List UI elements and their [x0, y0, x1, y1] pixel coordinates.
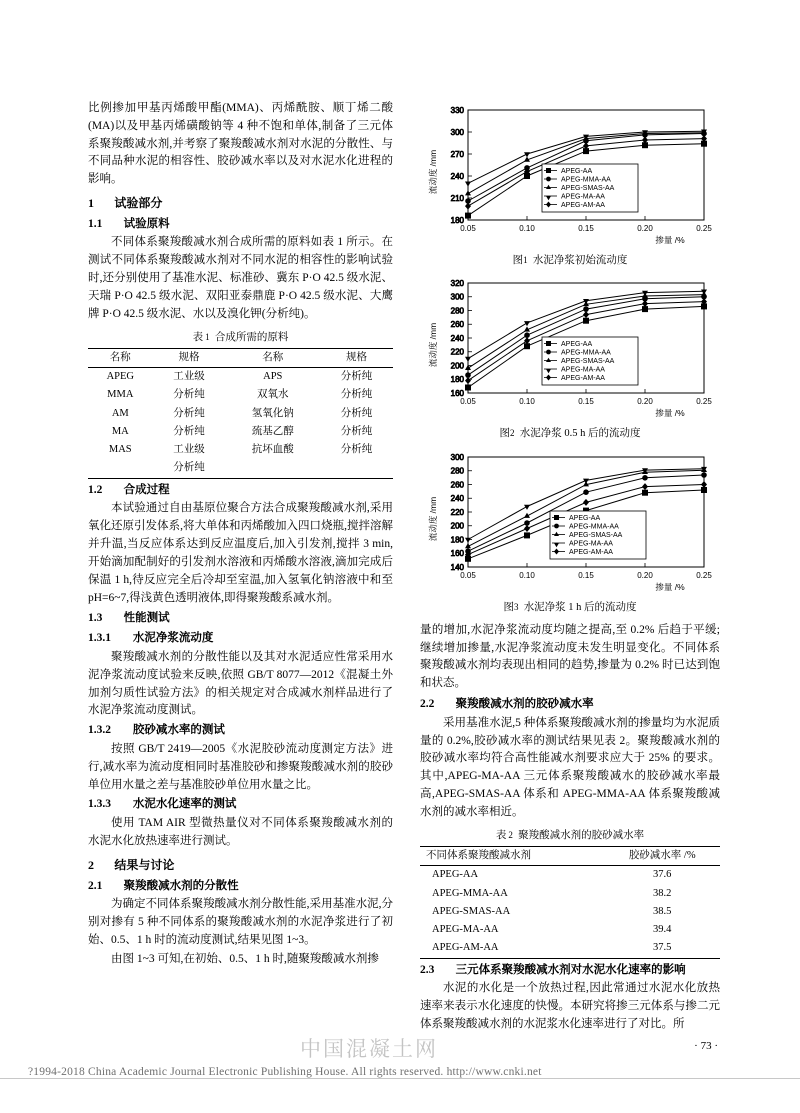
- table-row: [88, 386, 393, 404]
- table1-caption-label: 表: [192, 331, 204, 343]
- copyright-footer: ?1994-2018 China Academic Journal Electronic Publishing House. All rights reserved. http://www.cnki.net: [28, 1066, 542, 1078]
- chart-1-svg: [420, 102, 720, 254]
- paragraph-22: 采用基准水泥,5 种体系聚羧酸减水剂的掺量均为水泥质量的 0.2%,胶砂减水率的测试结果见表 2。聚羧酸减水剂的胶砂减水率均符合高性能减水剂要求应大于 25% 的要求。其中,APEG-MA-AA 三元体系聚羧酸减水的胶砂减水率最高,APEG-SMAS-AA 体系和 APEG-MMA-AA 体系聚羧酸减水剂的减水率相近。: [420, 716, 720, 818]
- table1-cell: MA: [111, 425, 129, 437]
- heading-number: 2.3: [420, 963, 435, 976]
- svg-text:APEG-MA-AA: APEG-MA-AA: [561, 366, 605, 374]
- table1-cell: AM: [111, 407, 129, 419]
- svg-text:0.10: 0.10: [519, 397, 535, 407]
- svg-text:0.25: 0.25: [696, 224, 712, 233]
- heading-number: 1.3: [88, 612, 103, 625]
- paragraph-131: 聚羧酸减水剂的分散性能以及其对水泥适应性常采用水泥净浆流动度试验来反映,依照 GB/T 8077—2012《混凝土外加剂匀质性试验方法》的相关规定对合成减水剂样品进行了水泥净浆流动度测试。: [88, 650, 393, 717]
- table1-cell: APS: [263, 371, 283, 383]
- table1-cell: 分析纯: [153, 459, 226, 478]
- table-row: [420, 885, 720, 903]
- table1-cell: MMA: [107, 389, 134, 401]
- heading-title: 聚羧酸减水剂的胶砂减水率: [455, 698, 594, 711]
- table-row: [420, 939, 720, 958]
- svg-text:0.05: 0.05: [460, 397, 476, 407]
- svg-text:APEG-AA: APEG-AA: [569, 514, 601, 522]
- svg-text:0.20: 0.20: [637, 397, 653, 407]
- figure-3-caption: [420, 600, 720, 616]
- table1-cell: APEG: [106, 371, 134, 383]
- svg-text:140: 140: [450, 562, 464, 572]
- table2-caption: [420, 828, 720, 844]
- svg-text:APEG-MMA-AA: APEG-MMA-AA: [569, 523, 619, 531]
- svg-text:280: 280: [450, 466, 464, 476]
- table2-cell-value: 37.6: [653, 869, 672, 881]
- table1-cell: 巯基乙醇: [251, 425, 294, 437]
- svg-text:APEG-AA: APEG-AA: [561, 341, 593, 349]
- table-row: [420, 866, 720, 885]
- svg-text:210: 210: [450, 194, 464, 203]
- svg-text:0.05: 0.05: [460, 570, 476, 580]
- figure-3: [420, 449, 720, 616]
- heading-title: 聚羧酸减水剂的分散性: [123, 879, 239, 892]
- table1-cell: 分析纯: [340, 425, 373, 437]
- svg-text:0.15: 0.15: [578, 224, 594, 233]
- chart-3-svg: [420, 449, 720, 601]
- svg-text:0.20: 0.20: [637, 570, 653, 580]
- right-column: [420, 100, 720, 1035]
- svg-text:300: 300: [450, 452, 464, 462]
- svg-text:0.25: 0.25: [696, 397, 712, 407]
- svg-text:APEG-AA: APEG-AA: [561, 168, 593, 175]
- table-header-row: [420, 847, 720, 866]
- table1-cell: 分析纯: [340, 444, 373, 456]
- table2-cell-name: APEG-AM-AA: [420, 939, 604, 958]
- table1-caption-text: 合成所需的原料: [214, 331, 289, 343]
- svg-text:240: 240: [450, 334, 464, 344]
- heading-section-1: [88, 194, 393, 213]
- table2-header-cell: 不同体系聚羧酸减水剂: [420, 847, 604, 866]
- table2-caption-label: 表: [495, 829, 507, 841]
- svg-text:240: 240: [450, 493, 464, 503]
- paragraph-synthesis: 本试验通过自由基原位聚合方法合成聚羧酸减水剂,采用氧化还原引发体系,将大单体和丙烯酸加入四口烧瓶,搅拌溶解并升温,当反应体系达到反应温度后,加入引发剂,搅拌 3 min,开始滴加配制好的引发剂水溶液和丙烯酸水溶液,滴加完成后保温 1 h,待反应完全后冷却至室温,加入氢氧化钠溶液中和至 pH=6~7,得浅黄色透明液体,即得聚羧酸系减水剂。: [88, 502, 393, 604]
- svg-text:APEG-MA-AA: APEG-MA-AA: [569, 540, 613, 548]
- heading-title: 性能测试: [123, 612, 170, 625]
- svg-text:180: 180: [450, 375, 464, 385]
- table1-cell: 工业级: [173, 371, 205, 383]
- figure-2-caption-text: 水泥净浆 0.5 h 后的流动度: [519, 428, 641, 440]
- table2-header-cell: 胶砂减水率 /%: [604, 847, 720, 866]
- table1-caption: [88, 330, 393, 346]
- heading-title: 三元体系聚羧酸减水剂对水泥水化速率的影响: [455, 963, 686, 976]
- table-row: [88, 405, 393, 423]
- chart-2-half-hour-flow: [420, 275, 720, 425]
- svg-text:APEG-SMAS-AA: APEG-SMAS-AA: [561, 185, 615, 192]
- svg-text:280: 280: [450, 306, 464, 316]
- svg-text:300: 300: [450, 128, 464, 137]
- heading-section-1-3-3: [88, 796, 393, 814]
- intro-paragraph: 比例掺加甲基丙烯酸甲酯(MMA)、丙烯酰胺、顺丁烯二酸(MA)以及甲基丙烯磺酸钠等 4 种不饱和单体,制备了三元体系聚羧酸减水剂,并考察了聚羧酸减水剂对水泥的分散性、与不同品种水泥的相容性、胶砂减水率以及对水泥水化进程的影响。: [88, 102, 393, 186]
- table2-cell-name: APEG-MMA-AA: [432, 887, 508, 899]
- heading-title: 胶砂减水率的测试: [132, 724, 225, 737]
- table1-cell: 分析纯: [173, 389, 205, 401]
- svg-text:流动度 /mm: 流动度 /mm: [428, 149, 438, 195]
- figure-3-caption-label: 图: [503, 601, 514, 613]
- svg-text:200: 200: [450, 361, 464, 371]
- svg-text:流动度 /mm: 流动度 /mm: [428, 496, 438, 541]
- svg-text:APEG-SMAS-AA: APEG-SMAS-AA: [561, 358, 615, 366]
- svg-text:0.10: 0.10: [519, 224, 535, 233]
- heading-section-2: [88, 856, 393, 875]
- svg-text:APEG-MMA-AA: APEG-MMA-AA: [561, 176, 611, 184]
- svg-text:APEG-MMA-AA: APEG-MMA-AA: [561, 349, 611, 357]
- figure-1: [420, 102, 720, 269]
- heading-section-1-3: [88, 610, 393, 628]
- heading-number: 1.3.2: [88, 724, 111, 737]
- table2-cell-value: 39.4: [653, 924, 672, 936]
- heading-section-1-1: [88, 216, 393, 234]
- figure-2: [420, 275, 720, 442]
- svg-text:APEG-AM-AA: APEG-AM-AA: [561, 375, 605, 383]
- svg-text:160: 160: [450, 389, 464, 399]
- heading-number: 2.2: [420, 698, 435, 711]
- svg-text:260: 260: [450, 480, 464, 490]
- heading-number: 1.2: [88, 483, 103, 496]
- table2-cell-name: APEG-SMAS-AA: [432, 905, 511, 917]
- svg-text:0.15: 0.15: [578, 397, 594, 407]
- heading-number: 1.3.3: [88, 798, 111, 811]
- watermark: 中国混凝土网: [300, 1037, 438, 1061]
- table2-cell-name: APEG-AA: [432, 869, 479, 881]
- paragraph-132: 按照 GB/T 2419—2005《水泥胶砂流动度测定方法》进行,减水率为流动度相同时基准胶砂和掺聚羧酸减水剂的胶砂单位用水量之差与基准胶砂单位用水量之比。: [88, 743, 393, 791]
- svg-text:APEG-MA-AA: APEG-MA-AA: [561, 193, 605, 201]
- table-row: [420, 921, 720, 939]
- svg-text:270: 270: [450, 150, 464, 159]
- chart-2-svg: [420, 275, 720, 427]
- heading-title: 水泥净浆流动度: [132, 632, 214, 645]
- figure-1-caption-text: 水泥净浆初始流动度: [532, 255, 628, 266]
- figure-1-caption-label: 图: [512, 255, 524, 266]
- table1-cell: 双氧水: [257, 389, 289, 401]
- figure-2-caption-number: 2: [510, 428, 515, 439]
- svg-text:220: 220: [450, 347, 464, 357]
- table1-header-cell: 名称: [88, 348, 153, 367]
- heading-title: 水泥水化速率的测试: [132, 798, 237, 811]
- paragraph-133: 使用 TAM AIR 型微热量仪对不同体系聚羧酸减水剂的水泥水化放热速率进行测试。: [88, 817, 393, 848]
- figure-3-caption-number: 3: [513, 601, 519, 612]
- page-number: · 73 ·: [694, 1040, 718, 1052]
- svg-text:0.05: 0.05: [460, 224, 476, 233]
- svg-text:掺量 /%: 掺量 /%: [655, 408, 685, 419]
- svg-text:APEG-AM-AA: APEG-AM-AA: [561, 202, 605, 209]
- heading-section-2-2: [420, 696, 720, 714]
- svg-text:0.15: 0.15: [578, 570, 594, 580]
- table1-caption-number: 1: [205, 331, 210, 342]
- paragraph-21b: 由图 1~3 可知,在初始、0.5、1 h 时,随聚羧酸减水剂掺: [111, 952, 379, 965]
- table-row: [88, 441, 393, 459]
- table1-cell: [88, 459, 153, 478]
- table1-cell: 分析纯: [340, 389, 373, 401]
- svg-text:0.10: 0.10: [519, 570, 535, 580]
- heading-title: 试验原料: [123, 217, 170, 230]
- heading-section-1-2: [88, 482, 393, 500]
- figure-2-caption: [420, 426, 720, 442]
- heading-section-1-3-1: [88, 630, 393, 648]
- table2-cell-name: APEG-MA-AA: [432, 924, 499, 936]
- table-raw-materials: [88, 348, 393, 479]
- heading-number: 2: [88, 857, 94, 872]
- heading-number: 1.3.1: [88, 632, 111, 645]
- heading-number: 2.1: [88, 879, 103, 892]
- svg-text:220: 220: [450, 507, 464, 517]
- chart-3-one-hour-flow: [420, 449, 720, 599]
- table-water-reduction-rate: [420, 846, 720, 959]
- figure-1-caption-number: 1: [523, 255, 528, 265]
- heading-section-2-1: [88, 878, 393, 896]
- svg-text:260: 260: [450, 320, 464, 330]
- table-header-row: [88, 348, 393, 367]
- table1-cell: 分析纯: [173, 407, 205, 419]
- table-row: [88, 459, 393, 478]
- table1-cell: 分析纯: [340, 407, 373, 419]
- heading-section-2-3: [420, 962, 720, 980]
- table1-header-cell: 规格: [153, 348, 226, 367]
- svg-text:180: 180: [450, 535, 464, 545]
- table-row: [420, 903, 720, 921]
- table1-cell: [320, 459, 393, 478]
- heading-number: 1: [88, 196, 94, 211]
- svg-text:APEG-SMAS-AA: APEG-SMAS-AA: [569, 531, 623, 539]
- table2-caption-text: 聚羧酸减水剂的胶砂减水率: [518, 829, 645, 841]
- heading-title: 合成过程: [123, 483, 170, 496]
- figure-2-caption-label: 图: [499, 428, 510, 440]
- table1-cell: 工业级: [173, 444, 205, 456]
- heading-title: 结果与讨论: [114, 857, 175, 872]
- chart-1-initial-flow: [420, 102, 720, 252]
- left-column: [88, 100, 393, 970]
- figure-3-caption-text: 水泥净浆 1 h 后的流动度: [523, 601, 637, 613]
- figure-1-caption: [420, 253, 720, 269]
- table2-cell-value: 38.2: [653, 887, 672, 899]
- svg-text:掺量 /%: 掺量 /%: [655, 235, 685, 245]
- paragraph-materials: 不同体系聚羧酸减水剂合成所需的原料如表 1 所示。在测试不同体系聚羧酸减水剂对不同水泥的相容性的影响试验时,还分别使用了基准水泥、标准砂、冀东 P·O 42.5 级水泥、天瑞 P·O 42.5 级水泥、双阳亚泰鼎鹿 P·O 42.5 级水泥、大鹰牌 P·O 42.5 级水泥、水以及溴化钾(分析纯)。: [88, 236, 393, 320]
- svg-text:0.20: 0.20: [637, 224, 653, 233]
- table1-cell: MAS: [108, 444, 132, 456]
- table1-cell: 分析纯: [173, 425, 205, 437]
- footer-bar: [0, 1078, 800, 1113]
- paragraph-21a: 为确定不同体系聚羧酸减水剂分散性能,采用基准水泥,分别对掺有 5 种不同体系的聚羧酸减水剂的水泥净浆进行了初始、0.5、1 h 时的流动度测试,结果见图 1~3。: [88, 898, 393, 946]
- table2-cell-value: 38.5: [653, 905, 672, 917]
- table-row: [88, 368, 393, 387]
- table1-cell: [226, 459, 321, 478]
- svg-text:320: 320: [450, 279, 464, 289]
- svg-text:流动度 /mm: 流动度 /mm: [428, 323, 438, 368]
- table1-cell: 分析纯: [340, 371, 373, 383]
- table1-header-cell: 名称: [226, 348, 321, 367]
- table1-cell: 抗坏血酸: [251, 444, 294, 456]
- svg-text:APEG-AM-AA: APEG-AM-AA: [569, 548, 613, 556]
- paragraph-23: 水泥的水化是一个放热过程,因此常通过水泥水化放热速率来表示水化速度的快慢。本研究将掺三元体系与掺二元体系聚羧酸减水剂的水泥浆水化速率进行了对比。所: [420, 982, 720, 1031]
- svg-text:掺量 /%: 掺量 /%: [655, 581, 685, 592]
- heading-number: 1.1: [88, 217, 103, 230]
- table1-header-cell: 规格: [320, 348, 393, 367]
- svg-text:0.25: 0.25: [696, 570, 712, 580]
- svg-text:240: 240: [450, 172, 464, 181]
- table2-cell-value: 37.5: [604, 939, 720, 958]
- heading-section-1-3-2: [88, 722, 393, 740]
- svg-text:160: 160: [450, 548, 464, 558]
- svg-text:330: 330: [450, 106, 464, 115]
- paragraph-continuation: 量的增加,水泥净浆流动度均随之提高,至 0.2% 后趋于平缓;继续增加掺量,水泥净浆流动度未发生明显变化。不同体系聚羧酸减水剂均表现出相同的趋势,掺量为 0.2% 时已达到饱和状态。: [420, 623, 720, 690]
- table1-cell: 氢氧化钠: [251, 407, 294, 419]
- svg-text:180: 180: [450, 216, 464, 225]
- svg-text:300: 300: [450, 292, 464, 302]
- table-row: [88, 423, 393, 441]
- svg-text:200: 200: [450, 521, 464, 531]
- table2-caption-number: 2: [508, 829, 513, 840]
- heading-title: 试验部分: [114, 196, 163, 211]
